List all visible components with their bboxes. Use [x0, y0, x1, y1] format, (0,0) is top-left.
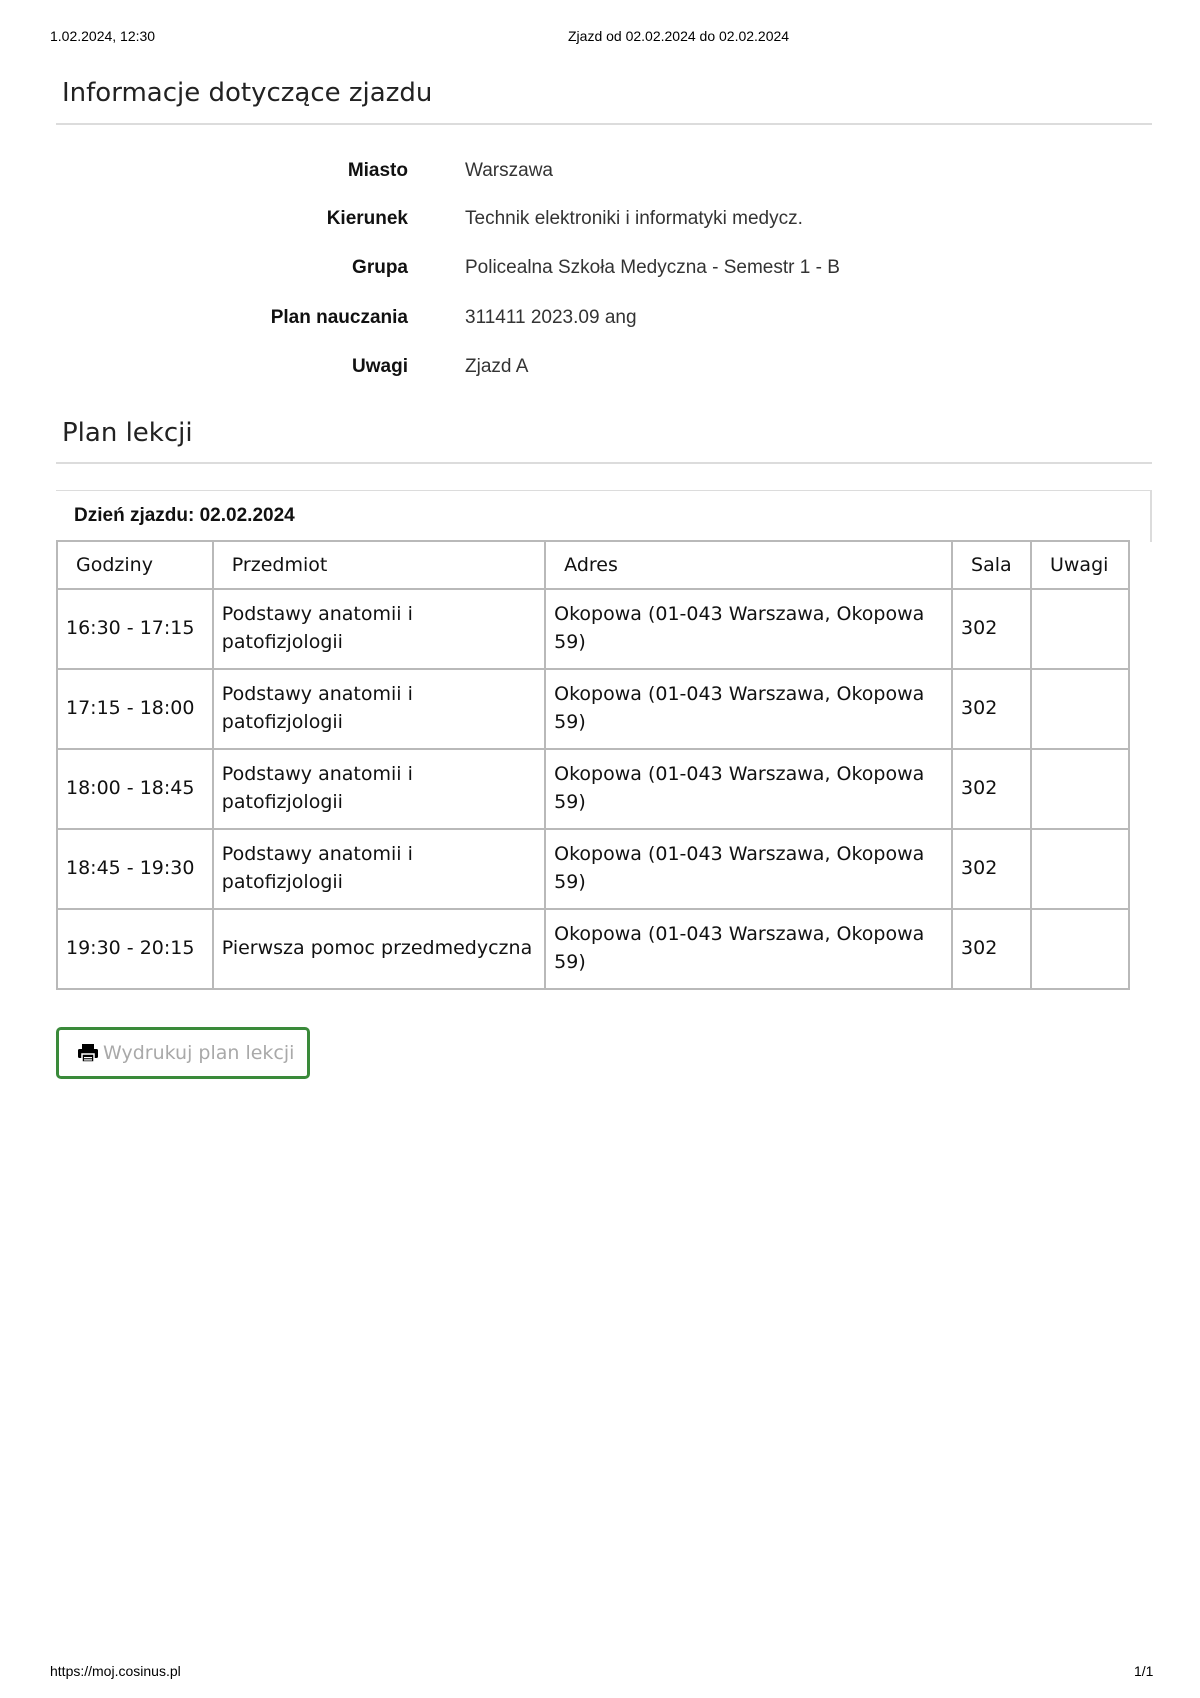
print-url: https://moj.cosinus.pl	[50, 1663, 181, 1679]
cell-hours: 19:30 - 20:15	[57, 909, 213, 989]
table-row	[57, 669, 1129, 749]
table-header-row	[57, 541, 1129, 589]
table-row	[57, 909, 1129, 989]
info-section-title: Informacje dotyczące zjazdu	[62, 78, 433, 108]
cell-notes	[1031, 669, 1129, 749]
info-label: Kierunek	[326, 208, 408, 229]
cell-address: Okopowa (01-043 Warszawa, Okopowa 59)	[545, 669, 952, 749]
info-row-curriculum	[0, 307, 1200, 337]
cell-address: Okopowa (01-043 Warszawa, Okopowa 59)	[545, 749, 952, 829]
cell-hours: 17:15 - 18:00	[57, 669, 213, 749]
cell-notes	[1031, 749, 1129, 829]
info-value: Policealna Szkoła Medyczna - Semestr 1 - B	[465, 257, 840, 278]
info-label: Miasto	[347, 160, 408, 181]
day-panel	[56, 490, 1152, 542]
printer-icon	[77, 1043, 99, 1063]
cell-address: Okopowa (01-043 Warszawa, Okopowa 59)	[545, 589, 952, 669]
table-row	[57, 589, 1129, 669]
cell-room: 302	[952, 589, 1031, 669]
column-header-address: Adres	[545, 541, 952, 589]
column-header-subject: Przedmiot	[213, 541, 545, 589]
info-row-group	[0, 257, 1200, 287]
print-button-label: Wydrukuj plan lekcji	[103, 1042, 295, 1064]
print-page-number: 1/1	[1134, 1663, 1154, 1679]
info-label: Uwagi	[352, 356, 408, 377]
info-value: 311411 2023.09 ang	[465, 307, 637, 328]
info-row-direction	[0, 208, 1200, 238]
cell-subject: Podstawy anatomii i patofizjologii	[213, 589, 545, 669]
cell-hours: 18:45 - 19:30	[57, 829, 213, 909]
cell-room: 302	[952, 909, 1031, 989]
column-header-room: Sala	[952, 541, 1031, 589]
cell-address: Okopowa (01-043 Warszawa, Okopowa 59)	[545, 829, 952, 909]
print-page-title: Zjazd od 02.02.2024 do 02.02.2024	[568, 28, 790, 44]
schedule-section-divider	[56, 462, 1152, 464]
cell-subject: Podstawy anatomii i patofizjologii	[213, 669, 545, 749]
info-row-notes	[0, 356, 1200, 386]
cell-subject: Podstawy anatomii i patofizjologii	[213, 749, 545, 829]
day-label: Dzień zjazdu: 02.02.2024	[74, 505, 295, 526]
column-header-hours: Godziny	[57, 541, 213, 589]
cell-room: 302	[952, 749, 1031, 829]
info-label: Plan nauczania	[270, 307, 408, 328]
cell-hours: 18:00 - 18:45	[57, 749, 213, 829]
column-header-notes: Uwagi	[1031, 541, 1129, 589]
cell-address: Okopowa (01-043 Warszawa, Okopowa 59)	[545, 909, 952, 989]
info-value: Technik elektroniki i informatyki medycz.	[465, 208, 803, 229]
cell-notes	[1031, 909, 1129, 989]
info-row-city	[0, 160, 1200, 190]
schedule-section-title: Plan lekcji	[62, 418, 193, 448]
cell-subject: Podstawy anatomii i patofizjologii	[213, 829, 545, 909]
cell-subject: Pierwsza pomoc przedmedyczna	[213, 909, 545, 989]
cell-notes	[1031, 589, 1129, 669]
cell-notes	[1031, 829, 1129, 909]
cell-hours: 16:30 - 17:15	[57, 589, 213, 669]
info-label: Grupa	[352, 257, 408, 278]
table-row	[57, 749, 1129, 829]
table-row	[57, 829, 1129, 909]
cell-room: 302	[952, 669, 1031, 749]
info-value: Zjazd A	[465, 356, 529, 377]
cell-room: 302	[952, 829, 1031, 909]
print-datetime: 1.02.2024, 12:30	[50, 28, 156, 44]
info-value: Warszawa	[465, 160, 553, 181]
info-section-divider	[56, 123, 1152, 125]
schedule-table	[56, 540, 1130, 990]
print-schedule-button[interactable]	[56, 1027, 310, 1079]
